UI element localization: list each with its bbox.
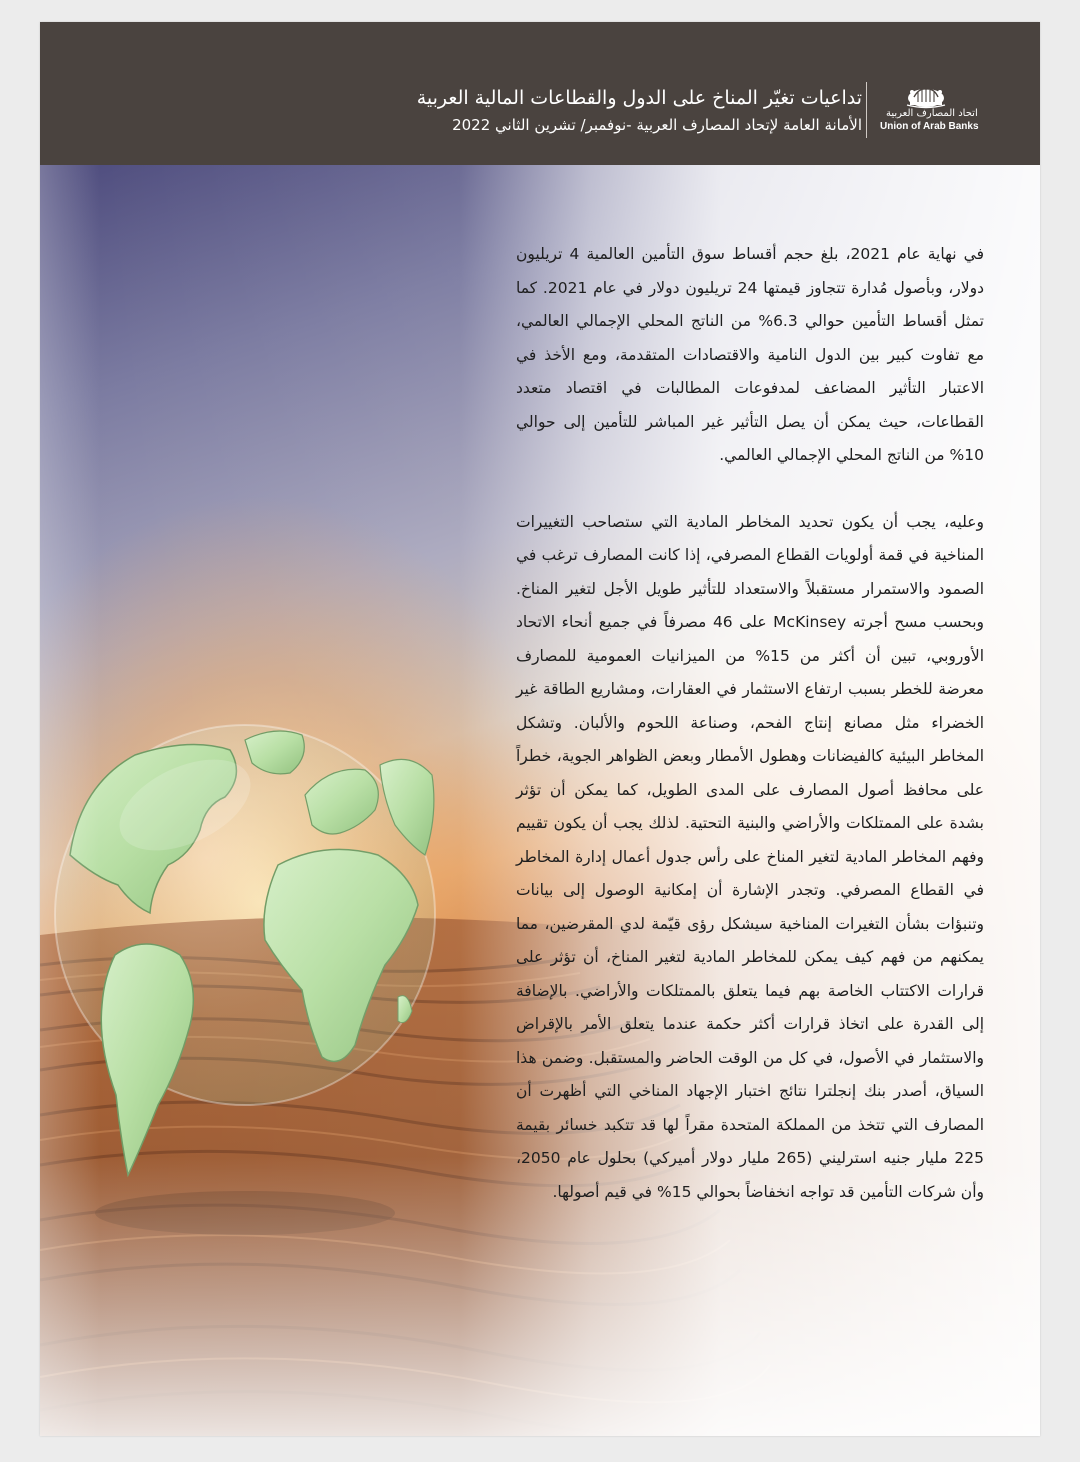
logo-text-english: Union of Arab Banks <box>880 121 979 132</box>
page-header <box>40 22 1040 165</box>
report-title: تداعيات تغيّر المناخ على الدول والقطاعات المالية العربية <box>416 87 862 109</box>
document-page <box>40 22 1040 1436</box>
article-body <box>516 238 984 1209</box>
report-subtitle: الأمانة العامة لإتحاد المصارف العربية -نوفمبر/ تشرين الثاني 2022 <box>452 116 862 134</box>
paragraph: وعليه، يجب أن يكون تحديد المخاطر المادية التي ستصاحب التغييرات المناخية في قمة أولويات القطاع المصرفي، إذا كانت المصارف ترغب في الصمود والاستمرار مستقبلاً والاستعداد للتأثير طويل الأجل لتغير المناخ. وبحسب مسح أجرته McKinsey على 46 مصرفاً في جميع أنحاء الاتحاد الأوروبي، تبين أن أكثر من 15% من الميزانيات العمومية للمصارف معرضة للخطر بسبب ارتفاع الاستثمار في العقارات، ومشاريع الطاقة غير الخضراء مثل مصانع إنتاج الفحم، وصناعة اللحوم والألبان. وتشكل المخاطر البيئية كالفيضانات وهطول الأمطار وبعض الظواهر الجوية، خطراً على محافظ أصول المصارف على المدى الطويل، كما يمكن أن تؤثر بشدة على الممتلكات والأراضي والبنية التحتية. لذلك يجب أن يكون تقييم وفهم المخاطر المادية لتغير المناخ على رأس جدول أعمال إدارة المخاطر في القطاع المصرفي. وتجدر الإشارة أن إمكانية الوصول إلى بيانات وتنبؤات بشأن التغيرات المناخية سيشكل رؤى قيّمة لدي المقرضين، مما يمكنهم من فهم كيف يمكن للمخاطر المادية لتغير المناخ، أن تؤثر على قرارات الاكتتاب الخاصة بهم فيما يتعلق بالممتلكات والأراضي. بالإضافة إلى القدرة على اتخاذ قرارات أكثر حكمة عندما يتعلق الأمر بالإقراض والاستثمار في الأصول، في كل من الوقت الحاضر والمستقبل. وضمن هذا السياق، أصدر بنك إنجلترا نتائج اختبار الإجهاد المناخي التي أظهرت أن المصارف التي تتخذ من المملكة المتحدة مقراً لها قد تتكبد خسائر بقيمة 225 مليار جنيه استرليني (265 مليار دولار أميركي) بحلول عام 2050، وأن شركات التأمين قد تواجه انخفاضاً بحوالي 15% في قيم أصولها. <box>516 512 984 1201</box>
logo-text-arabic: اتحاد المصارف العربية <box>886 108 978 119</box>
header-divider <box>866 82 867 138</box>
header-titles <box>417 84 862 138</box>
paragraph: في نهاية عام 2021، بلغ حجم أقساط سوق التأمين العالمية 4 تريليون دولار، وبأصول مُدارة تتجاوز قيمتها 24 تريليون دولار في عام 2021. كما تمثل أقساط التأمين حوالي 6.3% من الناتج المحلي الإجمالي العالمي، مع تفاوت كبير بين الدول النامية والاقتصادات المتقدمة، ومع الأخذ في الاعتبار التأثير المضاعف لمدفوعات المطالبات في اقتصاد متعدد القطاعات، حيث يمكن أن يصل التأثير غير المباشر للتأمين إلى حوالي 10% من الناتج المحلي الإجمالي العالمي. <box>516 245 985 464</box>
